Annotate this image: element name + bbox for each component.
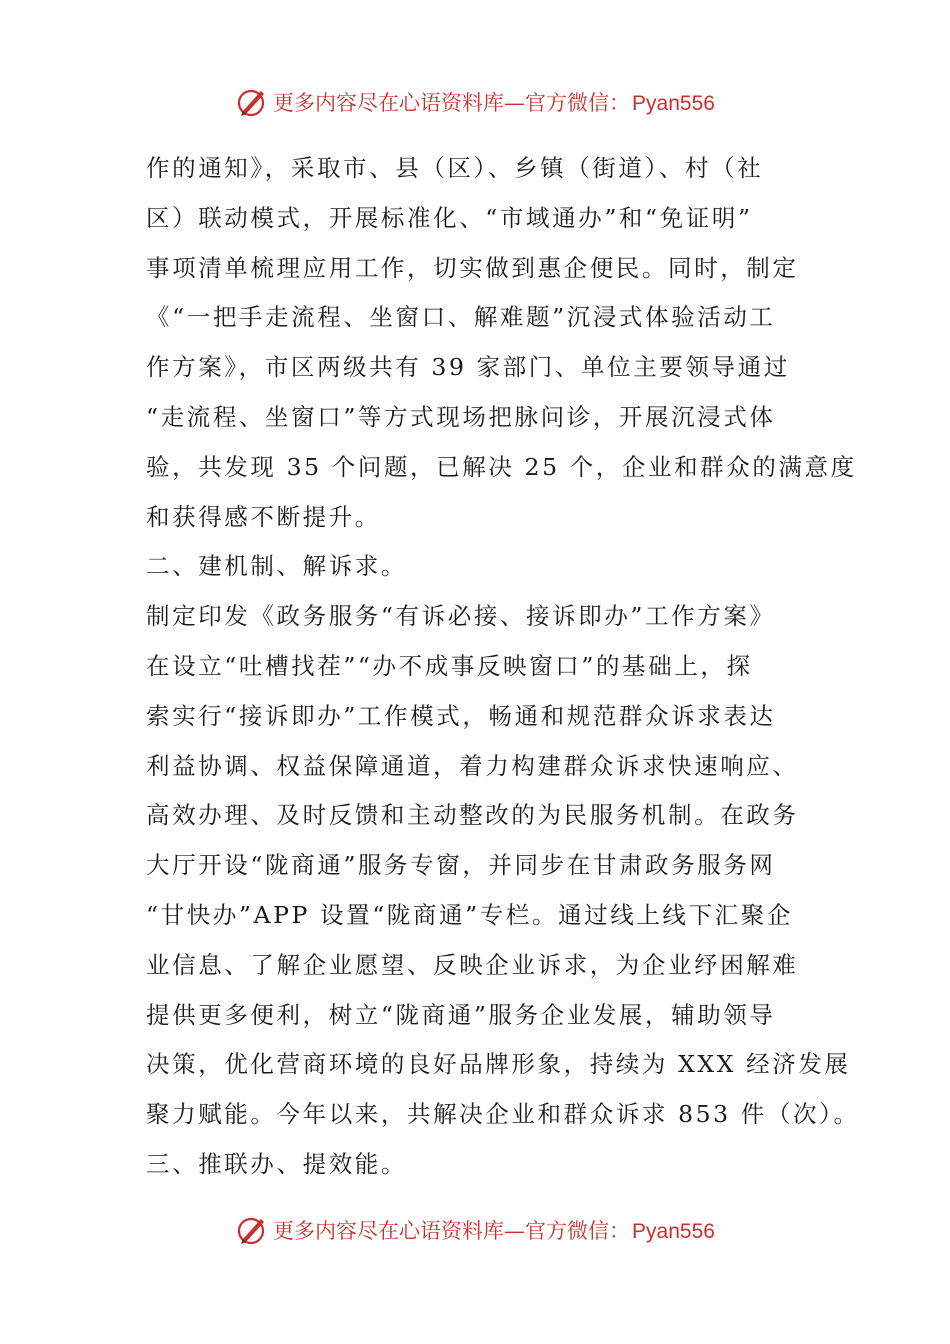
text-line: 提供更多便利，树立“陇商通”服务企业发展，辅助领导 (146, 1000, 776, 1029)
banner-text (273, 87, 715, 117)
banner-prefix: 更多内容尽在心语资料库 (273, 1219, 505, 1243)
text-line: 在设立“吐槽找茬”“办不成事反映窗口”的基础上，探 (146, 651, 753, 680)
pen-logo-icon (235, 85, 269, 119)
banner-prefix: 更多内容尽在心语资料库 (273, 91, 505, 115)
text-line: 聚力赋能。今年以来，共解决企业和群众诉求 853 件（次）。 (146, 1100, 860, 1129)
text-line: 业信息、了解企业愿望、反映企业诉求，为企业纾困解难 (146, 950, 799, 979)
banner-separator: — (504, 1219, 526, 1243)
section-heading: 三、推联办、提效能。 (146, 1149, 407, 1178)
text-line: 《“一把手走流程、坐窗口、解难题”沉浸式体验活动工 (146, 303, 776, 332)
text-line: 大厅开设“陇商通”服务专窗，并同步在甘肃政务服务网 (146, 851, 776, 880)
text-line: 和获得感不断提升。 (146, 502, 381, 531)
text-line: “走流程、坐窗口”等方式现场把脉问诊，开展沉浸式体 (146, 402, 776, 431)
banner-account: Pyan556 (632, 92, 715, 115)
banner-separator: — (504, 91, 526, 115)
banner-account: Pyan556 (632, 1220, 715, 1243)
text-line: 制定印发《政务服务“有诉必接、接诉即办”工作方案》 (146, 602, 776, 631)
banner-label: 官方微信： (525, 1219, 631, 1243)
banner-label: 官方微信： (525, 91, 631, 115)
text-line: 索实行“接诉即办”工作模式，畅通和规范群众诉求表达 (146, 701, 776, 730)
text-line: 事项清单梳理应用工作，切实做到惠企便民。同时，制定 (146, 253, 799, 282)
header-banner (0, 80, 950, 124)
banner-text (273, 1215, 715, 1245)
text-line: 决策，优化营商环境的良好品牌形象，持续为 XXX 经济发展 (146, 1050, 851, 1079)
text-line: “甘快办”APP 设置“陇商通”专栏。通过线上线下汇聚企 (146, 900, 793, 929)
text-line: 作方案》，市区两级共有 39 家部门、单位主要领导通过 (146, 353, 790, 382)
text-line: 利益协调、权益保障通道，着力构建群众诉求快速响应、 (146, 751, 799, 780)
footer-banner (0, 1208, 950, 1252)
document-body (146, 144, 860, 1190)
text-line: 区）联动模式，开展标准化、“市域通办”和“免证明” (146, 203, 753, 232)
text-line: 高效办理、及时反馈和主动整改的为民服务机制。在政务 (146, 801, 799, 830)
section-heading: 二、建机制、解诉求。 (146, 552, 407, 581)
text-line: 作的通知》，采取市、县（区）、乡镇（街道）、村（社 (146, 154, 764, 182)
text-line: 验，共发现 35 个问题，已解决 25 个，企业和群众的满意度 (146, 452, 857, 481)
pen-logo-icon (235, 1213, 269, 1247)
